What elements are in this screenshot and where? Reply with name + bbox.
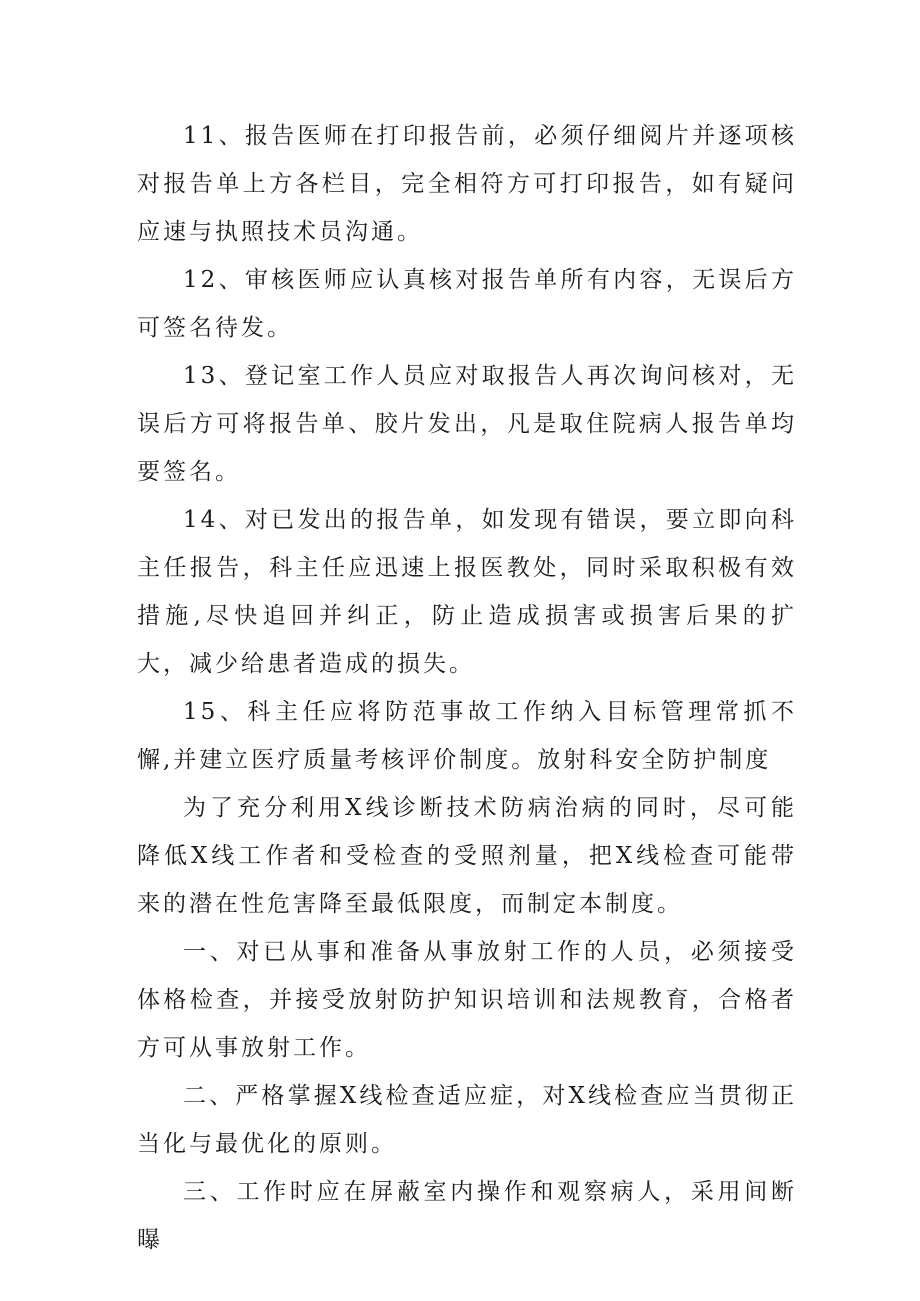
document-body — [137, 112, 797, 1264]
paragraph-intro: 为了充分利用X线诊断技术防病治病的同时，尽可能降低X线工作者和受检查的受照剂量，把X线检查可能带来的潜在性危害降至最低限度，而制定本制度。 — [137, 795, 797, 917]
paragraph-item-12: 12、审核医师应认真核对报告单所有内容，无误后方可签名待发。 — [137, 267, 797, 341]
paragraph-rule-1: 一、对已从事和准备从事放射工作的人员，必须接受体格检查，并接受放射防护知识培训和法规教育，合格者方可从事放射工作。 — [137, 939, 797, 1061]
paragraph-item-11: 11、报告医师在打印报告前，必须仔细阅片并逐项核对报告单上方各栏目，完全相符方可打印报告，如有疑问应速与执照技术员沟通。 — [137, 123, 797, 245]
paragraph-rule-2: 二、严格掌握X线检查适应症，对X线检查应当贯彻正当化与最优化的原则。 — [137, 1083, 797, 1157]
paragraph-item-13: 13、登记室工作人员应对取报告人再次询问核对，无误后方可将报告单、胶片发出，凡是取住院病人报告单均要签名。 — [137, 363, 797, 485]
paragraph-item-15: 15、科主任应将防范事故工作纳入目标管理常抓不懈,并建立医疗质量考核评价制度。放射科安全防护制度 — [137, 699, 797, 773]
paragraph-item-14: 14、对已发出的报告单，如发现有错误，要立即向科主任报告，科主任应迅速上报医教处，同时采取积极有效措施,尽快追回并纠正，防止造成损害或损害后果的扩大，减少给患者造成的损失。 — [137, 507, 797, 677]
paragraph-rule-3: 三、工作时应在屏蔽室内操作和观察病人，采用间断曝 — [137, 1179, 797, 1253]
